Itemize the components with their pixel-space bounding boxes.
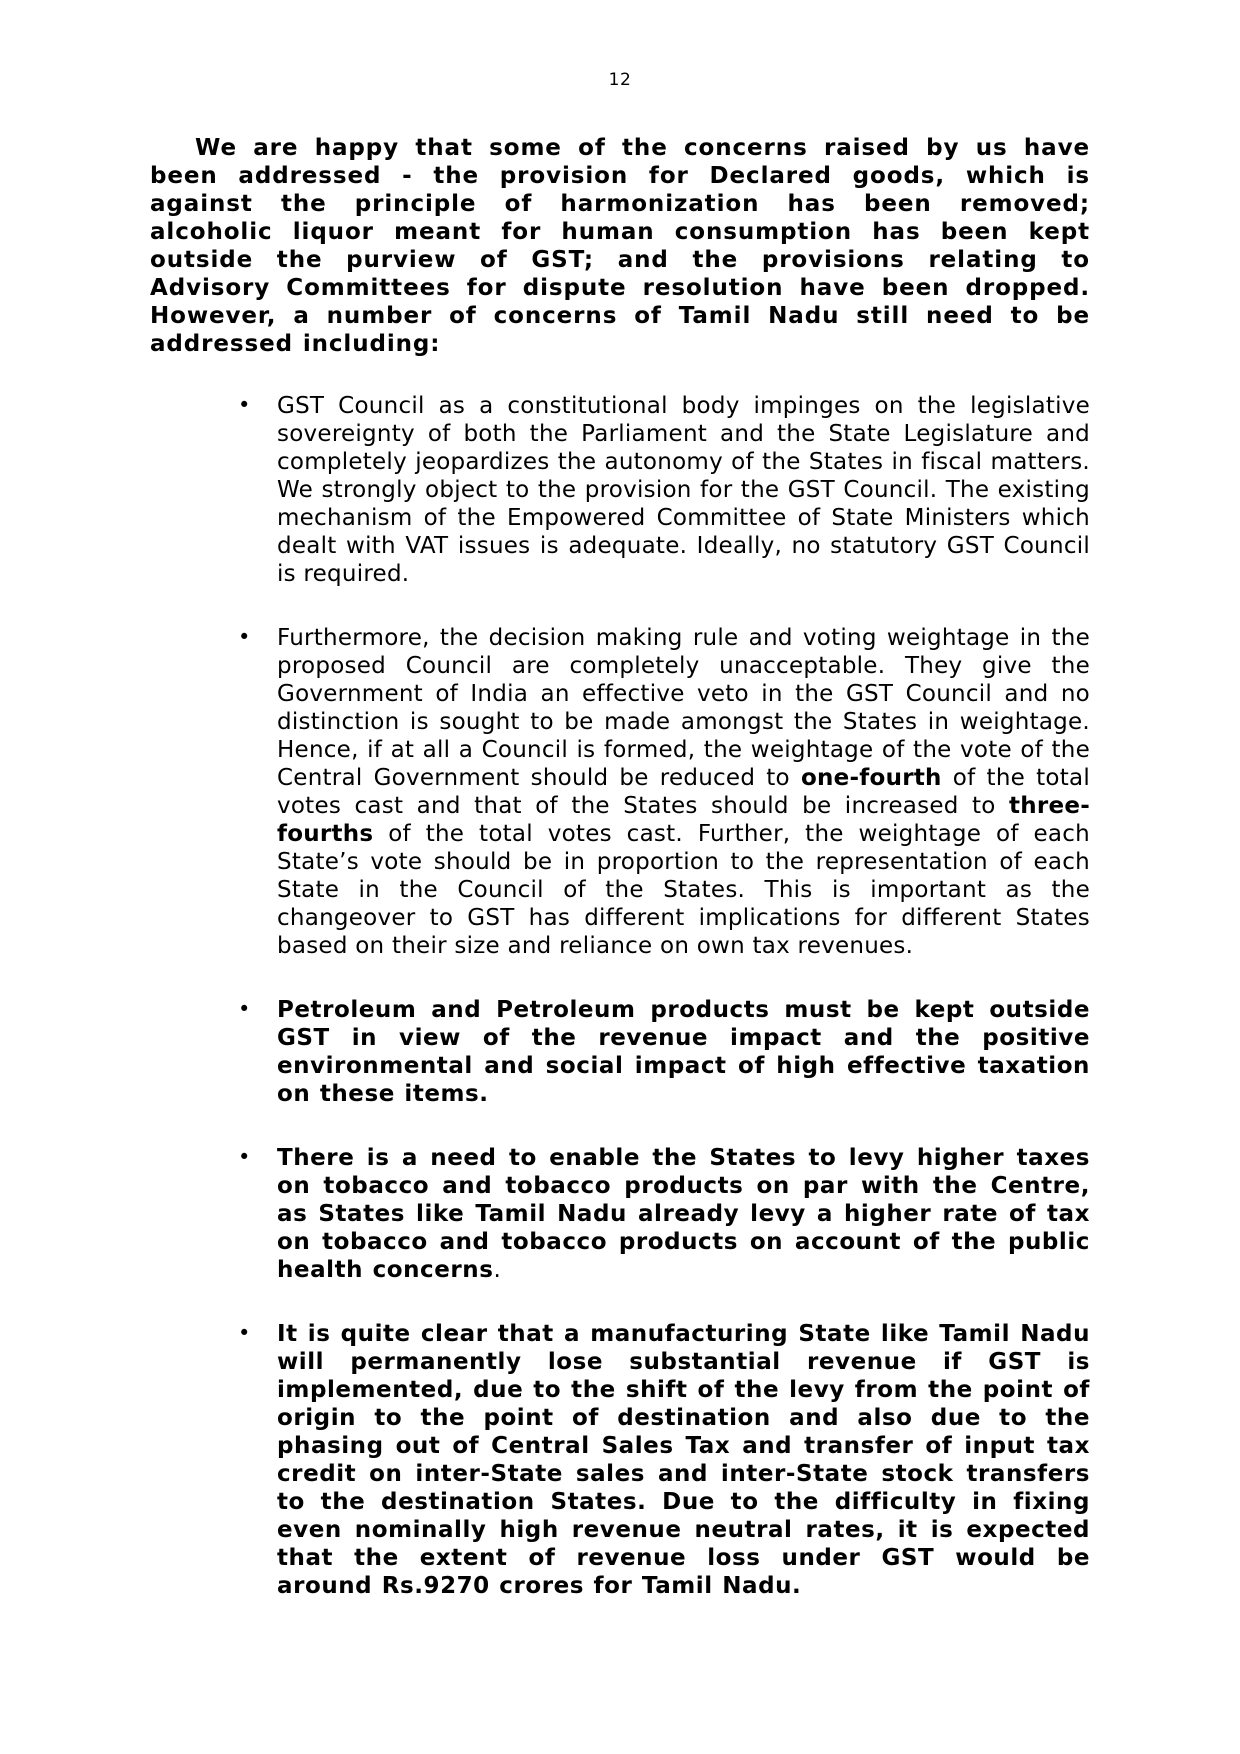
list-item — [238, 1320, 1090, 1600]
bullet-icon: • — [238, 625, 251, 649]
text-segment: of the total votes cast. Further, the weightage of each State’s vote should be in proportion to the representation of each State in the Council of the States. This is important as the changeover to GST has different implications for different States based on their size and reliance on own tax revenues. — [277, 821, 1090, 959]
text-segment: Petroleum and Petroleum products must be kept outside GST in view of the revenue impact and the positive environmental and social impact of high effective taxation on these items. — [277, 997, 1090, 1107]
concerns-list — [150, 392, 1090, 1600]
text-segment: It is quite clear that a manufacturing State like Tamil Nadu will permanently lose substantial revenue if GST is implemented, due to the shift of the levy from the point of origin to the point of destination and also due to the phasing out of Central Sales Tax and transfer of input tax credit on inter-State sales and inter-State stock transfers to the destination States. Due to the difficulty in fixing even nominally high revenue neutral rates, it is expected that the extent of revenue loss under GST would be around Rs.9270 crores for Tamil Nadu. — [277, 1321, 1090, 1599]
list-item — [238, 996, 1090, 1108]
list-item — [238, 1144, 1090, 1284]
text-segment: Furthermore, the decision making rule and voting weightage in the proposed Council are completely unacceptable. They give the Government of India an effective veto in the GST Council and no distinction is sought to be made amongst the States in weightage. Hence, if at all a Council is formed, the weightage of the vote of the Central Government should be reduced to — [277, 625, 1090, 791]
text-segment: GST Council as a constitutional body impinges on the legislative sovereignty of both the Parliament and the State Legislature and completely jeopardizes the autonomy of the States in fiscal matters. We strongly object to the provision for the GST Council. The existing mechanism of the Empowered Committee of State Ministers which dealt with VAT issues is adequate. Ideally, no statutory GST Council is required. — [277, 393, 1090, 587]
bullet-icon: • — [238, 1145, 251, 1169]
intro-paragraph: We are happy that some of the concerns raised by us have been addressed - the provision for Declared goods, which is against the principle of harmonization has been removed; alcoholic liquor meant for human consumption has been kept outside the purview of GST; and the provisions relating to Advisory Committees for dispute resolution have been dropped. However, a number of concerns of Tamil Nadu still need to be addressed including: — [150, 135, 1090, 357]
list-item — [238, 624, 1090, 960]
bullet-icon: • — [238, 997, 251, 1021]
page-number: 12 — [608, 70, 632, 90]
bullet-icon: • — [238, 393, 251, 417]
text-segment: of the total votes cast and that of the States should be increased to — [277, 765, 1090, 819]
text-segment: There is a need to enable the States to levy higher taxes on tobacco and tobacco products on par with the Centre, as States like Tamil Nadu already levy a higher rate of tax on tobacco and tobacco products on account of the public health concerns — [277, 1145, 1090, 1283]
text-segment: three-fourths — [277, 793, 1090, 847]
text-segment: . — [493, 1257, 502, 1283]
list-item — [238, 392, 1090, 588]
text-segment: one-fourth — [800, 765, 942, 791]
bullet-icon: • — [238, 1321, 251, 1345]
